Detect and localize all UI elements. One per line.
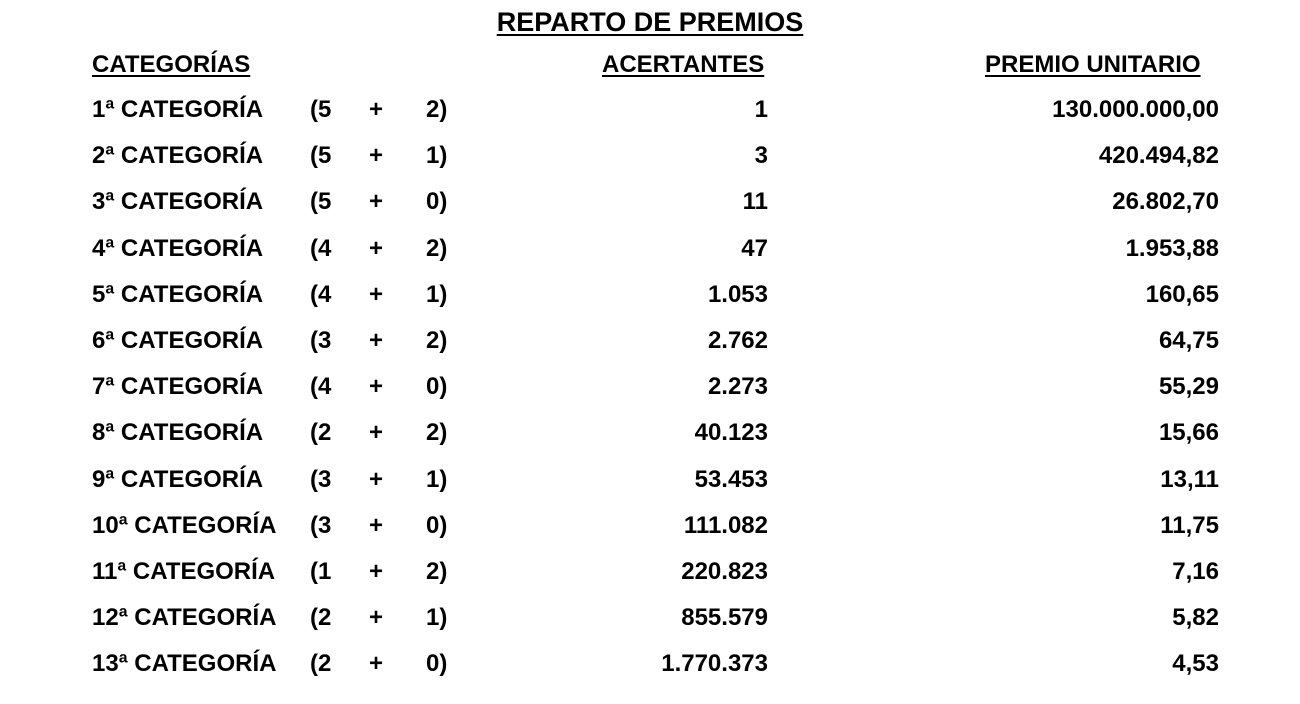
acertantes-value: 111.082 (683, 511, 768, 539)
main-numbers: (4 (310, 234, 332, 262)
star-numbers: 0) (426, 373, 448, 401)
category-label: 10ª CATEGORÍA (92, 511, 277, 539)
plus-sign: + (368, 280, 383, 308)
table-row (0, 511, 1300, 557)
acertantes-value: 2.273 (707, 373, 768, 401)
premio-value: 7,16 (1172, 557, 1219, 585)
category-label: 4ª CATEGORÍA (92, 234, 264, 262)
main-numbers: (4 (310, 373, 332, 401)
category-label: 12ª CATEGORÍA (92, 604, 277, 632)
acertantes-value: 220.823 (681, 557, 768, 585)
star-numbers: 2) (426, 96, 448, 123)
plus-sign: + (368, 511, 383, 539)
star-numbers: 1) (426, 604, 448, 632)
acertantes-value: 47 (741, 234, 768, 262)
category-label: 5ª CATEGORÍA (92, 280, 264, 308)
acertantes-value: 40.123 (694, 419, 768, 447)
column-header-acertantes: ACERTANTES (602, 51, 765, 78)
star-numbers: 2) (426, 326, 448, 354)
category-label: 11ª CATEGORÍA (92, 557, 276, 585)
acertantes-value: 2.762 (707, 326, 768, 354)
table-row (0, 95, 1300, 141)
premio-value: 64,75 (1158, 326, 1219, 354)
premio-value: 11,75 (1160, 511, 1219, 539)
table-row (0, 649, 1300, 695)
premio-value: 26.802,70 (1112, 188, 1219, 216)
main-numbers: (2 (310, 650, 332, 678)
category-label: 8ª CATEGORÍA (92, 419, 264, 447)
acertantes-value: 3 (754, 142, 768, 170)
main-numbers: (1 (310, 557, 332, 585)
premio-value: 130.000.000,00 (1052, 96, 1219, 123)
main-numbers: (2 (310, 419, 332, 447)
table-row (0, 187, 1300, 233)
main-numbers: (5 (310, 142, 332, 170)
category-label: 13ª CATEGORÍA (92, 650, 277, 678)
star-numbers: 2) (426, 557, 448, 585)
category-label: 2ª CATEGORÍA (92, 142, 264, 170)
plus-sign: + (368, 419, 383, 447)
star-numbers: 1) (426, 280, 448, 308)
prize-table (0, 95, 1300, 695)
star-numbers: 1) (426, 142, 448, 170)
table-row (0, 141, 1300, 187)
acertantes-value: 1 (754, 96, 768, 123)
plus-sign: + (368, 604, 383, 632)
premio-value: 420.494,82 (1098, 142, 1219, 170)
main-numbers: (5 (310, 96, 332, 123)
table-row (0, 465, 1300, 511)
plus-sign: + (368, 650, 383, 678)
main-numbers: (5 (310, 188, 332, 216)
acertantes-value: 1.053 (707, 280, 768, 308)
plus-sign: + (368, 188, 383, 216)
column-header-categorias: CATEGORÍAS (92, 51, 251, 78)
main-numbers: (4 (310, 280, 332, 308)
acertantes-value: 11 (742, 188, 768, 216)
plus-sign: + (368, 326, 383, 354)
premio-value: 13,11 (1160, 465, 1219, 493)
premio-value: 5,82 (1172, 604, 1219, 632)
star-numbers: 2) (426, 234, 448, 262)
category-label: 3ª CATEGORÍA (92, 188, 264, 216)
table-row (0, 234, 1300, 280)
plus-sign: + (368, 373, 383, 401)
plus-sign: + (368, 557, 383, 585)
main-numbers: (2 (310, 604, 332, 632)
premio-value: 160,65 (1145, 280, 1219, 308)
table-row (0, 603, 1300, 649)
table-row (0, 280, 1300, 326)
star-numbers: 0) (426, 511, 448, 539)
table-row (0, 326, 1300, 372)
premio-value: 55,29 (1158, 373, 1219, 401)
acertantes-value: 53.453 (694, 465, 768, 493)
plus-sign: + (368, 234, 383, 262)
acertantes-value: 1.770.373 (661, 650, 768, 678)
category-label: 1ª CATEGORÍA (92, 96, 264, 123)
category-label: 9ª CATEGORÍA (92, 465, 264, 493)
category-label: 6ª CATEGORÍA (92, 326, 264, 354)
category-label: 7ª CATEGORÍA (92, 373, 264, 401)
plus-sign: + (368, 465, 383, 493)
main-numbers: (3 (310, 511, 332, 539)
table-row (0, 418, 1300, 464)
star-numbers: 1) (426, 465, 448, 493)
main-numbers: (3 (310, 465, 332, 493)
premio-value: 4,53 (1172, 650, 1219, 678)
star-numbers: 2) (426, 419, 448, 447)
table-row (0, 372, 1300, 418)
column-header-premio-unitario: PREMIO UNITARIO (985, 51, 1201, 78)
acertantes-value: 855.579 (681, 604, 768, 632)
table-row (0, 557, 1300, 603)
plus-sign: + (368, 142, 383, 170)
premio-value: 1.953,88 (1125, 234, 1219, 262)
premio-value: 15,66 (1158, 419, 1219, 447)
star-numbers: 0) (426, 188, 448, 216)
plus-sign: + (368, 96, 383, 123)
main-numbers: (3 (310, 326, 332, 354)
page-title: REPARTO DE PREMIOS (496, 7, 804, 37)
star-numbers: 0) (426, 650, 448, 678)
